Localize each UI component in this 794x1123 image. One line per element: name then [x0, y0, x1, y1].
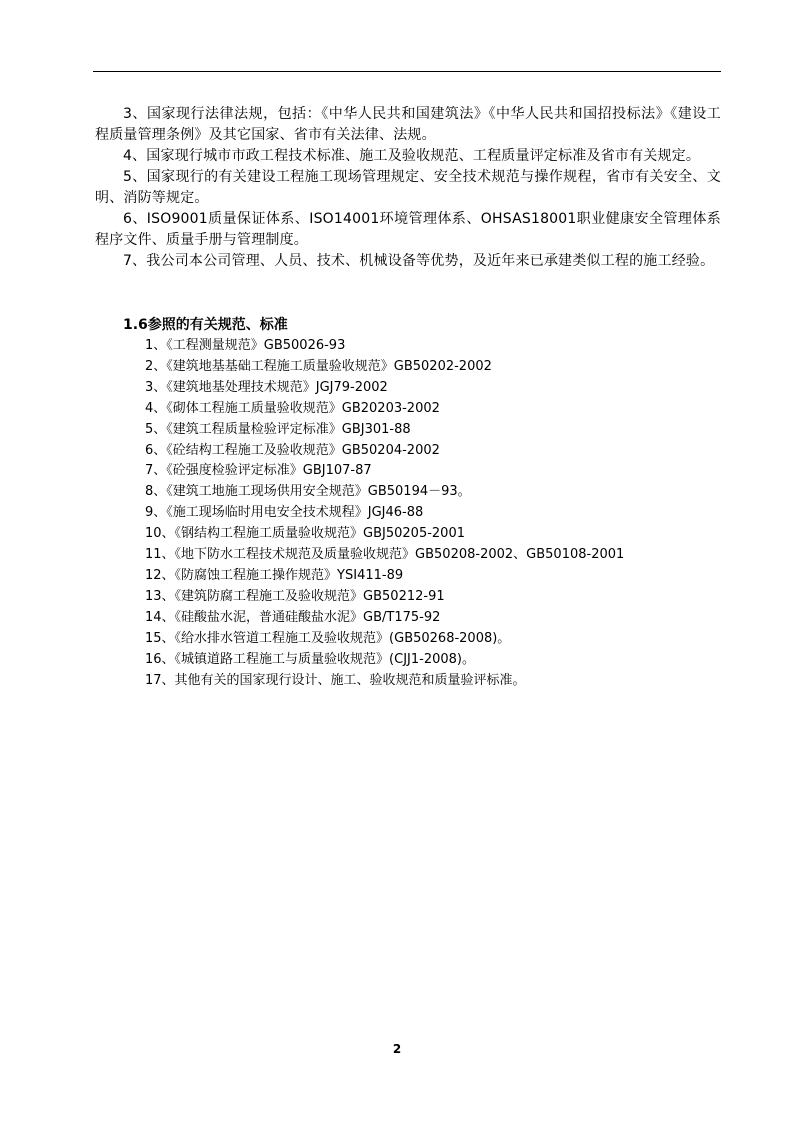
list-item: 1、《工程测量规范》GB50026-93 [145, 338, 346, 353]
list-item: 16、《城镇道路工程施工与质量验收规范》(CJJ1-2008)。 [145, 651, 475, 667]
reference-list [145, 336, 721, 691]
paragraph-7: 7、我公司本公司管理、人员、技术、机械设备等优势，及近年来已承建类似工程的施工经验。 [123, 253, 715, 269]
header-rule [93, 71, 721, 72]
list-item: 8、《建筑工地施工现场供用安全规范》GB50194－93。 [145, 484, 471, 500]
section-heading: 1.6参照的有关规范、标准 [123, 317, 288, 333]
list-item: 2、《建筑地基基础工程施工质量验收规范》GB50202-2002 [145, 358, 492, 374]
list-item: 14、《硅酸盐水泥，普通硅酸盐水泥》GB/T175-92 [145, 609, 441, 625]
body-paragraphs [95, 104, 721, 272]
paragraph-4: 4、国家现行城市市政工程技术标准、施工及验收规范、工程质量评定标准及省市有关规定。 [123, 148, 701, 164]
list-item: 3、《建筑地基处理技术规范》JGJ79-2002 [145, 379, 388, 395]
list-item: 9、《施工现场临时用电安全技术规程》JGJ46-88 [145, 505, 424, 521]
paragraph-6: 6、ISO9001质量保证体系、ISO14001环境管理体系、OHSAS18001职业健康安全管理体系程序文件、质量手册与管理制度。 [95, 211, 721, 248]
list-item: 15、《给水排水管道工程施工及验收规范》(GB50268-2008)。 [145, 630, 511, 646]
list-item: 13、《建筑防腐工程施工及验收规范》GB50212-91 [145, 588, 445, 604]
list-item: 7、《砼强度检验评定标准》GBJ107-87 [145, 463, 372, 479]
list-item: 10、《钢结构工程施工质量验收规范》GBJ50205-2001 [145, 526, 465, 542]
list-item: 6、《砼结构工程施工及验收规范》GB50204-2002 [145, 442, 440, 458]
list-item: 4、《砌体工程施工质量验收规范》GB20203-2002 [145, 400, 440, 416]
page-number: 2 [392, 1042, 402, 1056]
list-item: 17、其他有关的国家现行设计、施工、验收规范和质量验评标准。 [145, 672, 526, 688]
paragraph-5: 5、国家现行的有关建设工程施工现场管理规定、安全技术规范与操作规程，省市有关安全、文明、消防等规定。 [95, 169, 721, 206]
list-item: 12、《防腐蚀工程施工操作规范》YSI411-89 [145, 567, 404, 583]
paragraph-3: 3、国家现行法律法规，包括：《中华人民共和国建筑法》《中华人民共和国招投标法》《建设工程质量管理条例》及其它国家、省市有关法律、法规。 [95, 106, 721, 143]
list-item: 11、《地下防水工程技术规范及质量验收规范》GB50208-2002、GB50108-2001 [145, 547, 625, 563]
list-item: 5、《建筑工程质量检验评定标准》GBJ301-88 [145, 421, 411, 437]
